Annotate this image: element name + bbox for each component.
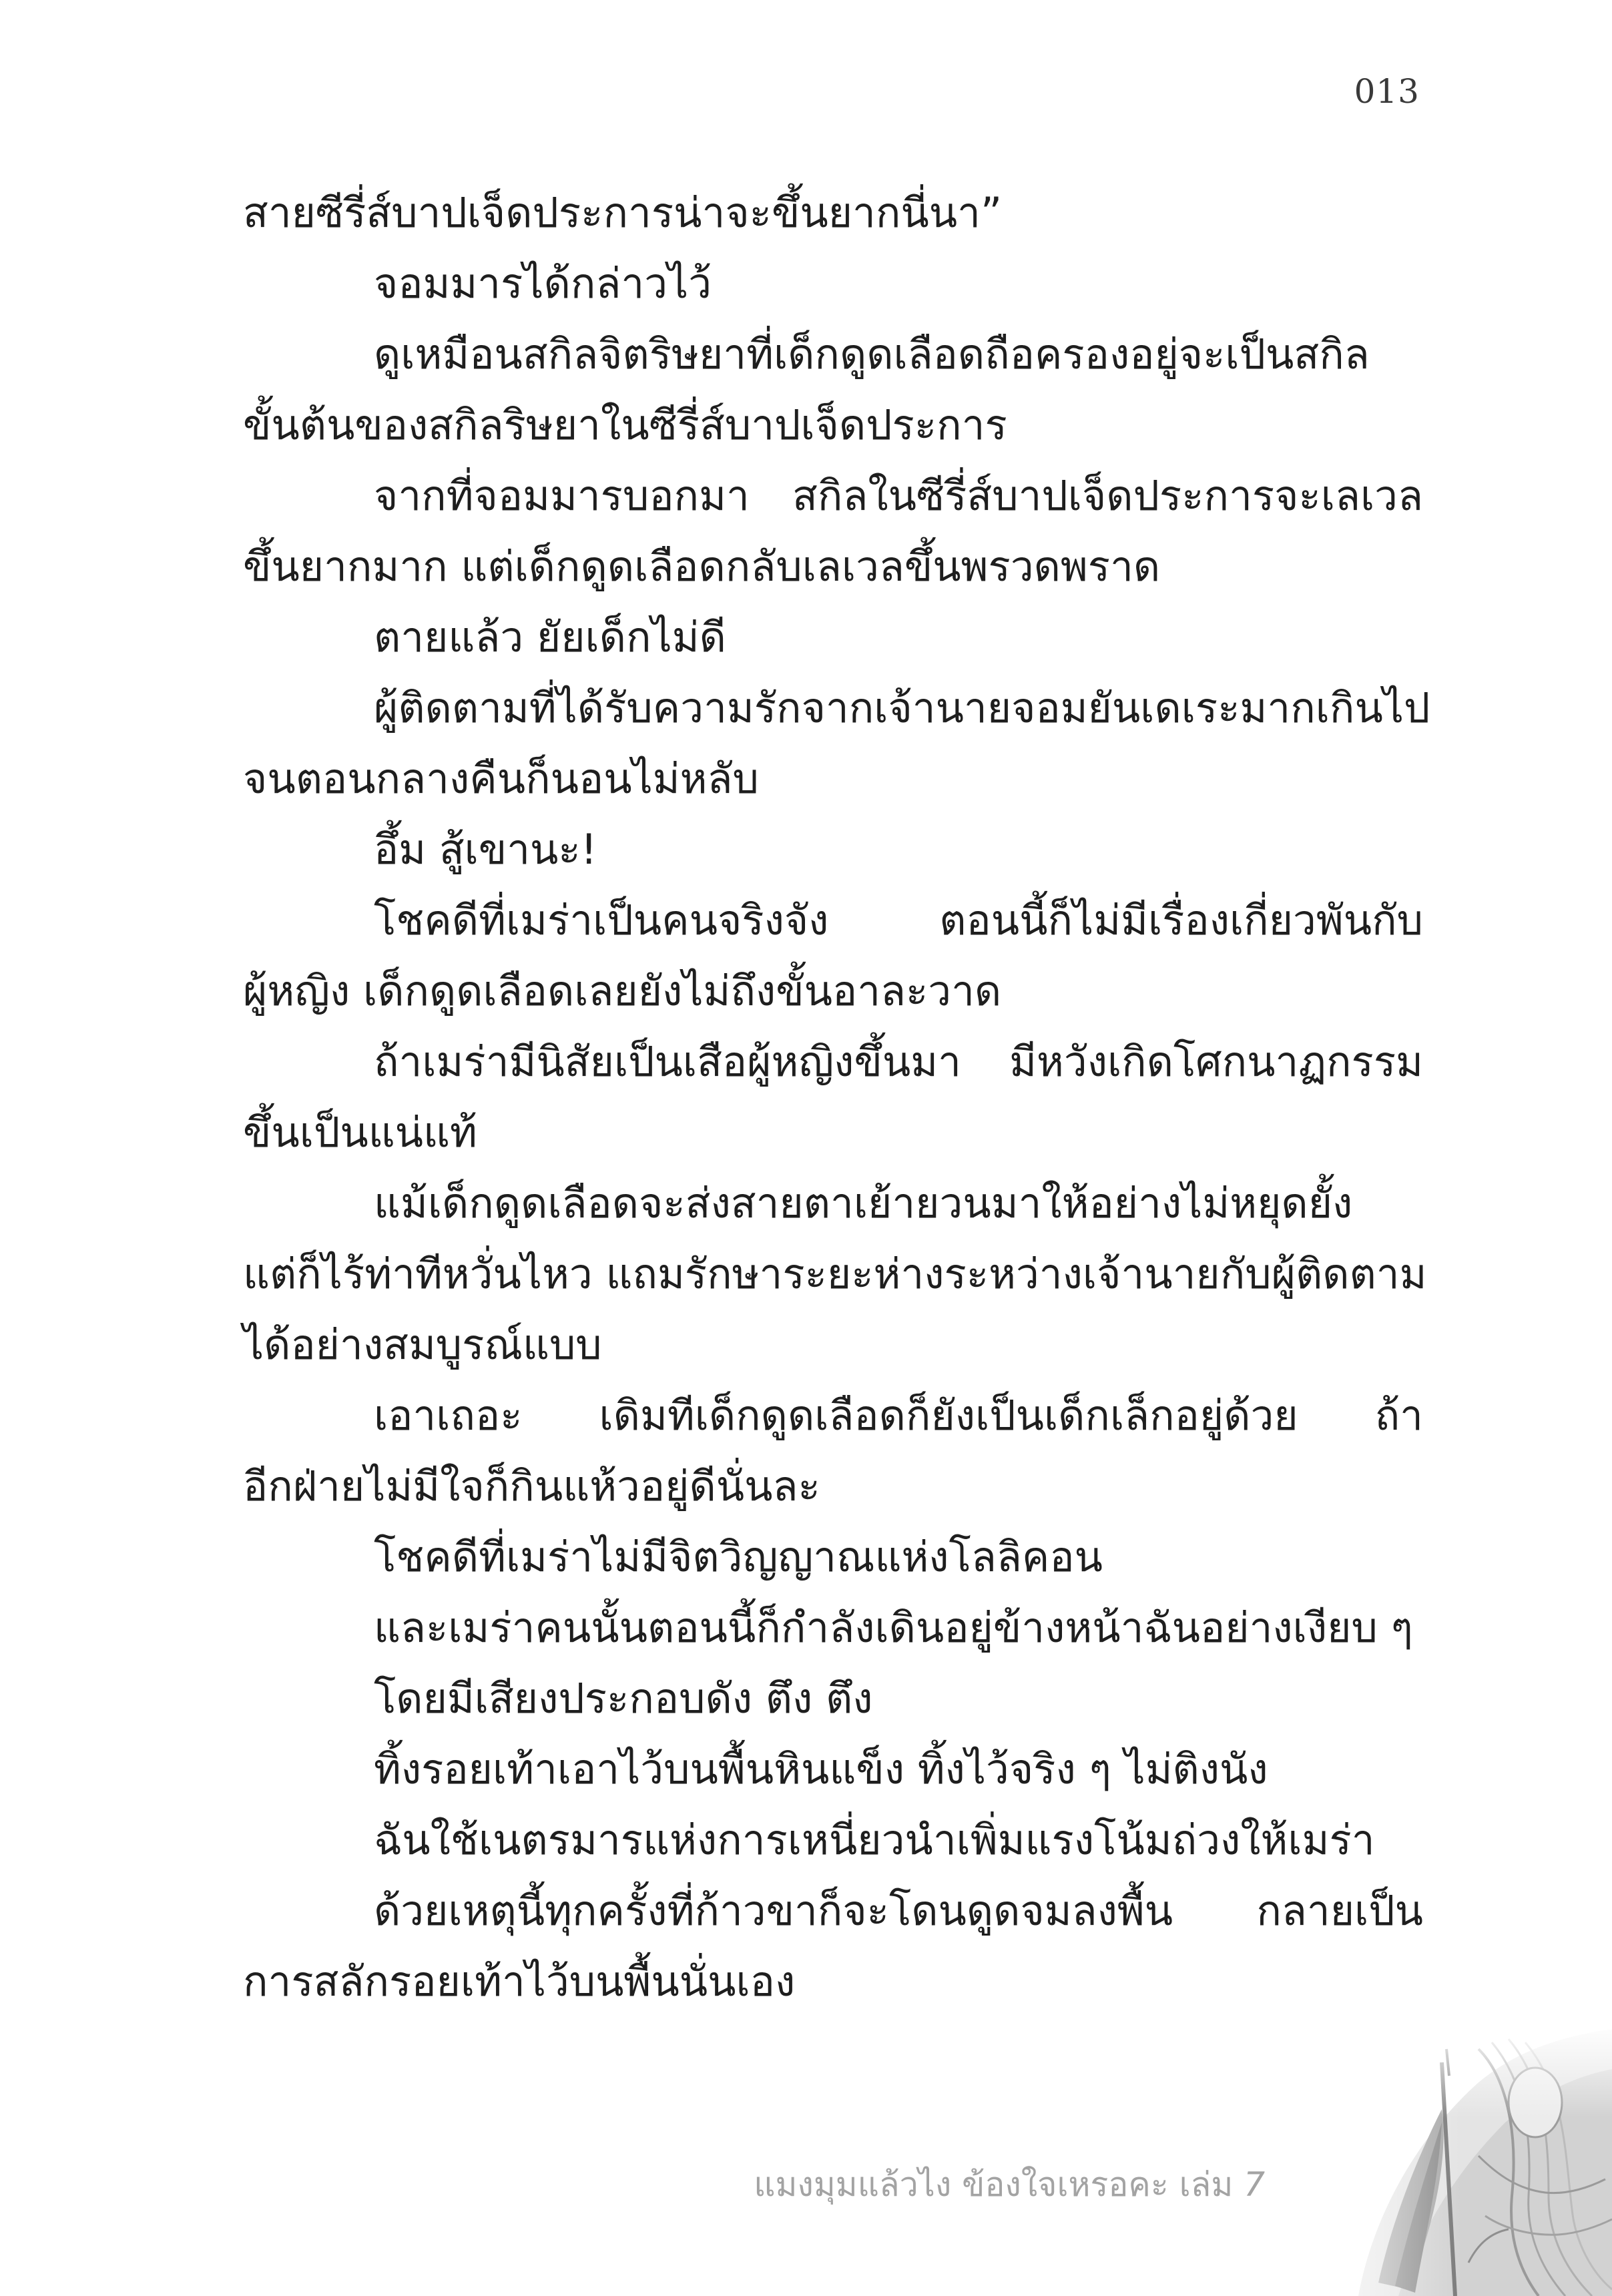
text-line: แม้เด็กดูดเลือดจะส่งสายตาเย้ายวนมาให้อย่างไม่หยุดยั้ง [374, 1179, 1353, 1227]
text-line: ผู้หญิง เด็กดูดเลือดเลยยังไม่ถึงขั้นอาละวาด [243, 966, 1002, 1015]
page-number: 013 [1354, 72, 1420, 111]
text-line: ถ้าเมร่ามีนิสัยเป็นเสือผู้หญิงขึ้นมา มีหวังเกิดโศกนาฏกรรม [374, 1037, 1423, 1086]
text-line: ดูเหมือนสกิลจิตริษยาที่เด็กดูดเลือดถือครองอยู่จะเป็นสกิล [374, 330, 1370, 378]
paragraph [243, 461, 1423, 602]
text-line: อีกฝ่ายไม่มีใจก็กินแห้วอยู่ดีนั่นละ [243, 1462, 820, 1510]
paragraph [243, 1522, 1423, 1593]
text-line: จอมมารได้กล่าวไว้ [374, 259, 712, 308]
paragraph [243, 1593, 1423, 1663]
paragraph [243, 319, 1423, 461]
paragraph [243, 673, 1430, 814]
paragraph [243, 248, 1423, 319]
body-text [243, 178, 1430, 2017]
text-line: จนตอนกลางคืนก็นอนไม่หลับ [243, 754, 759, 803]
footer-volume-number: 7 [1244, 2165, 1265, 2204]
text-line: ตายแล้ว ยัยเด็กไม่ดี [374, 613, 726, 661]
text-line: โดยมีเสียงประกอบดัง ตึง ตึง [374, 1674, 873, 1723]
text-line: ด้วยเหตุนี้ทุกครั้งที่ก้าวขาก็จะโดนดูดจมลงพื้น กลายเป็น [374, 1886, 1423, 1935]
paragraph [243, 178, 1423, 248]
footer-title-text: แมงมุมแล้วไง ข้องใจเหรอคะ เล่ม [754, 2165, 1244, 2204]
text-line: ฉันใช้เนตรมารแห่งการเหนี่ยวนำเพิ่มแรงโน้มถ่วงให้เมร่า [374, 1815, 1375, 1864]
text-line: ทิ้งรอยเท้าเอาไว้บนพื้นหินแข็ง ทิ้งไว้จริง ๆ ไม่ติงนัง [374, 1745, 1268, 1793]
text-line: สายซีรี่ส์บาปเจ็ดประการน่าจะขึ้นยากนี่นา” [243, 188, 1003, 237]
text-line: เอาเถอะ เดิมทีเด็กดูดเลือดก็ยังเป็นเด็กเล็กอยู่ด้วย ถ้า [374, 1391, 1423, 1440]
text-line: อึ้ม สู้เขานะ! [374, 825, 597, 874]
paragraph [243, 885, 1423, 1027]
text-line: ขั้นต้นของสกิลริษยาในซีรี่ส์บาปเจ็ดประการ [243, 400, 1007, 449]
paragraph [243, 1168, 1427, 1380]
text-line: การสลักรอยเท้าไว้บนพื้นนั่นเอง [243, 1957, 796, 2006]
paragraph [243, 1380, 1423, 1522]
paragraph [243, 814, 1423, 885]
text-line: จากที่จอมมารบอกมา สกิลในซีรี่ส์บาปเจ็ดประการจะเลเวล [374, 471, 1423, 520]
text-line: ขึ้นยากมาก แต่เด็กดูดเลือดกลับเลเวลขึ้นพรวดพราด [243, 542, 1161, 591]
paragraph [243, 1734, 1423, 1805]
text-line: โชคดีที่เมร่าเป็นคนจริงจัง ตอนนี้ก็ไม่มีเรื่องเกี่ยวพันกับ [374, 896, 1423, 944]
paragraph [243, 1805, 1423, 1876]
corner-illustration [1278, 2022, 1612, 2296]
footer-book-title [754, 2159, 1265, 2211]
paragraph [243, 1663, 1423, 1734]
paragraph [243, 602, 1423, 673]
text-line: แต่ก็ไร้ท่าทีหวั่นไหว แถมรักษาระยะห่างระหว่างเจ้านายกับผู้ติดตาม [243, 1249, 1427, 1298]
text-line: ได้อย่างสมบูรณ์แบบ [243, 1320, 602, 1369]
text-line: โชคดีที่เมร่าไม่มีจิตวิญญาณแห่งโลลิคอน [374, 1532, 1103, 1581]
text-line: ขึ้นเป็นแน่แท้ [243, 1108, 477, 1157]
text-line: และเมร่าคนนั้นตอนนี้ก็กำลังเดินอยู่ข้างหน้าฉันอย่างเงียบ ๆ [374, 1603, 1413, 1652]
paragraph [243, 1876, 1423, 2017]
text-line: ผู้ติดตามที่ได้รับความรักจากเจ้านายจอมยันเดเระมากเกินไป [374, 683, 1430, 732]
paragraph [243, 1027, 1423, 1168]
